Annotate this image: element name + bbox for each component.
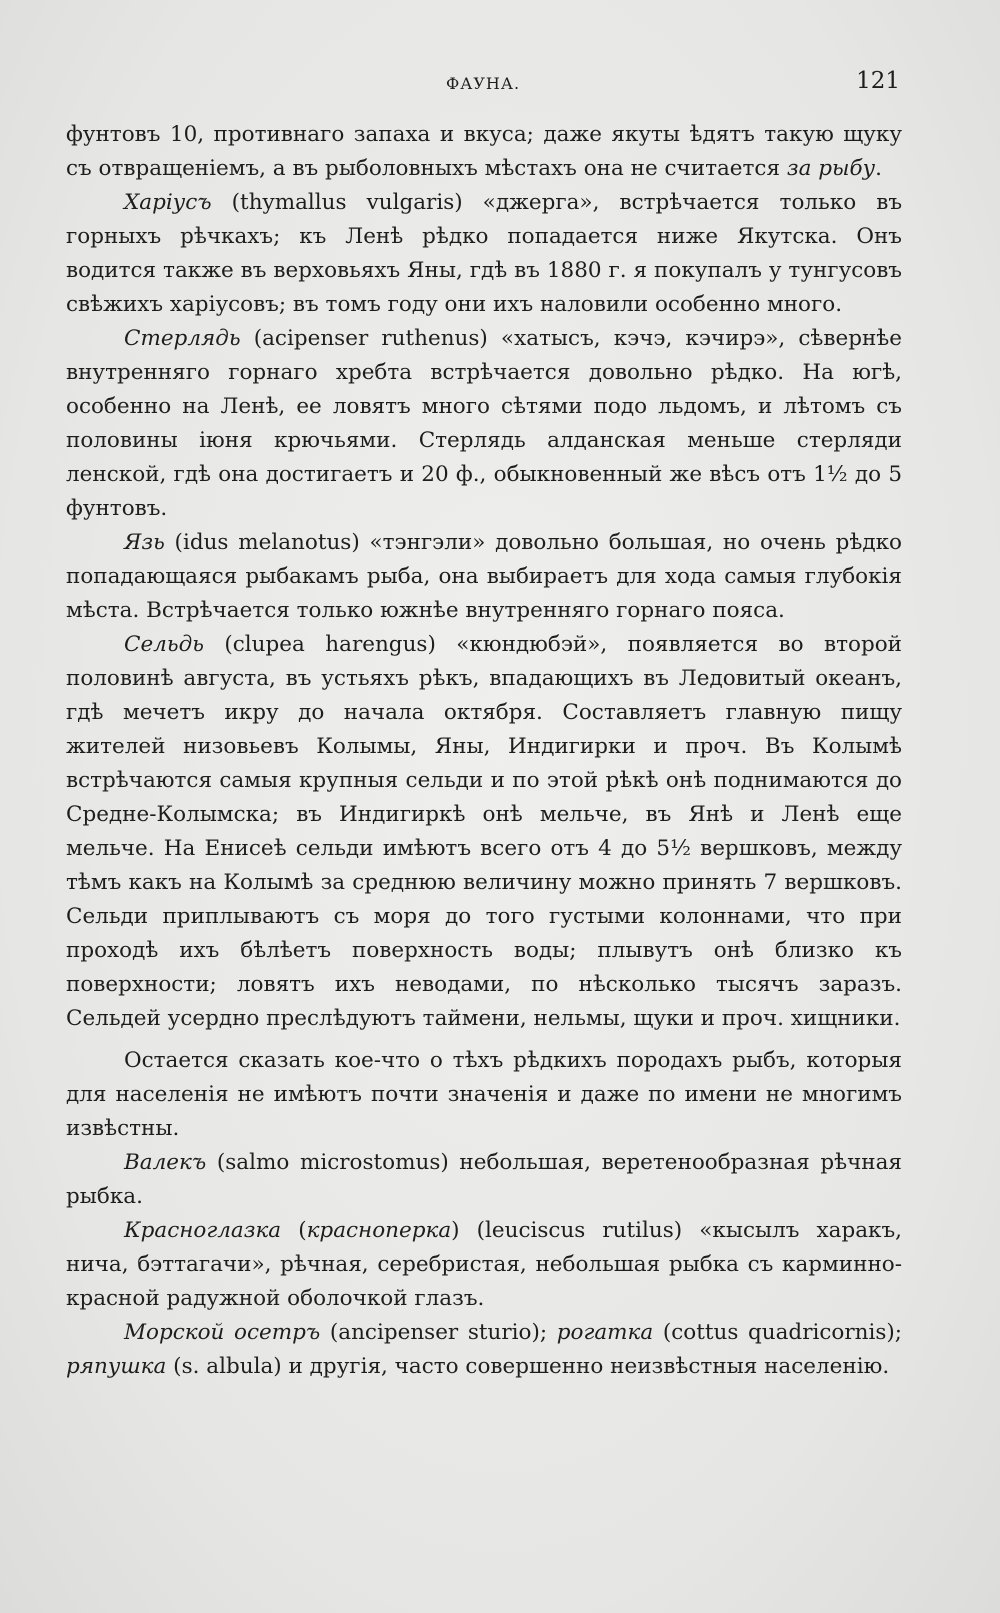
paragraph — [66, 322, 902, 526]
paragraph — [66, 1214, 902, 1316]
paragraph — [66, 118, 902, 186]
species-name: рогатка — [556, 1320, 654, 1345]
body-text — [66, 118, 902, 1384]
paragraph-text: (thymallus vulgaris) «джерга», встрѣчается только въ горныхъ рѣчкахъ; къ Ленѣ рѣдко попадается ниже Якутска. Онъ водится также въ верховьяхъ Яны, гдѣ въ 1880 г. я покупалъ у тунгусовъ свѣжихъ харіусовъ; въ томъ году они ихъ наловили особенно много. — [66, 190, 902, 317]
paragraph — [66, 186, 902, 322]
species-name: Морской осетръ — [124, 1320, 321, 1345]
page-number: 121 — [856, 68, 900, 94]
species-name: Язь — [124, 530, 165, 555]
paragraph-text: (s. albula) и другія, часто совершенно неизвѣстныя населенію. — [166, 1354, 890, 1379]
paragraph-text: (clupea harengus) «кюндюбэй», появляется во второй половинѣ августа, въ устьяхъ рѣкъ, впадающихъ въ Ледовитый океанъ, гдѣ мечетъ икру до начала октября. Составляетъ главную пищу жителей низовьевъ Колымы, Яны, Индигирки и проч. Въ Колымѣ встрѣчаются самыя крупныя сельди и по этой рѣкѣ онѣ поднимаются до Средне-Колымска; въ Индигиркѣ онѣ мельче, въ Янѣ и Ленѣ еще мельче. На Енисеѣ сельди имѣютъ всего отъ 4 до 5½ вершковъ, между тѣмъ какъ на Колымѣ за среднюю величину можно принять 7 вершковъ. Сельди приплываютъ съ моря до того густыми колоннами, что при проходѣ ихъ бѣлѣетъ поверхность воды; плывутъ онѣ близко къ поверхности; ловятъ ихъ неводами, по нѣсколько тысячъ заразъ. Сельдей усердно преслѣдуютъ таймени, нельмы, щуки и проч. хищники. — [66, 632, 902, 1031]
running-header — [66, 68, 900, 98]
species-name: Красноглазка — [124, 1218, 282, 1243]
species-name: Стерлядь — [124, 326, 241, 351]
paragraph-text: (salmo microstomus) небольшая, веретенообразная рѣчная рыбка. — [66, 1150, 902, 1209]
species-name: краснoперка — [306, 1218, 452, 1243]
paragraph — [66, 628, 902, 1036]
paragraph-text: . — [875, 156, 882, 181]
paragraph — [66, 1316, 902, 1384]
paragraph-text: (cottus quadricornis); — [653, 1320, 902, 1345]
species-name: за рыбу — [786, 156, 876, 181]
paragraph-text: (idus melanotus) «тэнгэли» довольно большая, но очень рѣдко попадающаяся рыбакамъ рыба, она выбираетъ для хода самыя глубокія мѣста. Встрѣчается только южнѣе внутренняго горнаго пояса. — [66, 530, 902, 623]
species-name: Сельдь — [124, 632, 204, 657]
paragraph-text: (ancipenser sturio); — [320, 1320, 557, 1345]
paragraph-text: фунтовъ 10, противнаго запаха и вкуса; даже якуты ѣдятъ такую щуку съ отвращеніемъ, а въ рыболовныхъ мѣстахъ она не считается — [66, 122, 902, 181]
paragraph-text: Остается сказать кое-что о тѣхъ рѣдкихъ породахъ рыбъ, которыя для населенія не имѣютъ почти значенія и даже по имени не многимъ извѣстны. — [66, 1048, 902, 1141]
paragraph-text: ( — [281, 1218, 307, 1243]
paragraph-text: (acipenser ruthenus) «хатысъ, кэчэ, кэчирэ», сѣвернѣе внутренняго горнаго хребта встрѣчается довольно рѣдко. На югѣ, особенно на Ленѣ, ее ловятъ много сѣтями подо льдомъ, и лѣтомъ съ половины іюня крючьями. Стерлядь алданская меньше стерляди ленской, гдѣ она достигаетъ и 20 ф., обыкновенный же вѣсъ отъ 1½ до 5 фунтовъ. — [66, 326, 902, 521]
chapter-title: ФАУНА. — [445, 74, 521, 93]
species-name: Харіусъ — [124, 190, 212, 215]
paragraph — [66, 1146, 902, 1214]
species-name: Валекъ — [124, 1150, 207, 1175]
species-name: ряпушка — [66, 1354, 167, 1379]
paragraph-text: ) (leuciscus rutilus) «кысылъ харакъ, нича, бэттагачи», рѣчная, серебристая, небольшая рыбка съ карминно-красной радужной оболочкой глазъ. — [66, 1218, 902, 1311]
paragraph — [66, 526, 902, 628]
paragraph — [66, 1044, 902, 1146]
